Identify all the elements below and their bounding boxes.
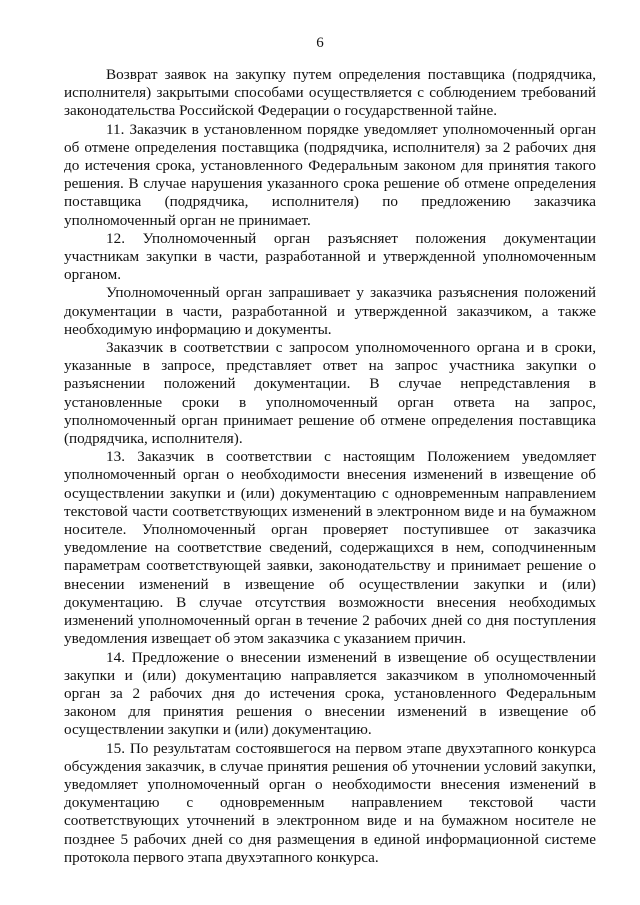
- page-number: 6: [316, 35, 324, 51]
- paragraph-12-request: Уполномоченный орган запрашивает у заказчика разъяснения положений документации в части, разработанной и утвержденной заказчиком, а также необходимую информацию и документы.: [64, 284, 596, 338]
- paragraph-11: 11. Заказчик в установленном порядке уведомляет уполномоченный орган об отмене определения поставщика (подрядчика, исполнителя) за 2 рабочих дня до истечения срока, установленного Федеральным законом для принятия такого решения. В случае нарушения указанного срока решение об отмене определения поставщика (подрядчика, исполнителя) по предложению заказчика уполномоченный орган не принимает.: [64, 120, 596, 229]
- paragraph-12: 12. Уполномоченный орган разъясняет положения документации участникам закупки в части, разработанной и утвержденной уполномоченным органом.: [64, 229, 596, 284]
- document-body: [64, 66, 596, 867]
- paragraph-12-response: Заказчик в соответствии с запросом уполномоченного органа и в сроки, указанные в запросе, представляет ответ на запрос участника закупки о разъяснении положений документации. В случае непредставления в установленные сроки в уполномоченный орган ответа на запрос, уполномоченный орган принимает решение об отмене определения поставщика (подрядчика, исполнителя).: [64, 339, 596, 448]
- paragraph-14: 14. Предложение о внесении изменений в извещение об осуществлении закупки и (или) документацию направляется заказчиком в уполномоченный орган за 2 рабочих дня до истечения срока, установленного Федеральным законом для принятия решения о внесении изменений в извещение об осуществлении закупки и (или) документацию.: [64, 648, 596, 739]
- paragraph-13: 13. Заказчик в соответствии с настоящим Положением уведомляет уполномоченный орган о необходимости внесения изменений в извещение об осуществлении закупки и (или) документацию с одновременным направлением текстовой части соответствующих изменений в электронном виде и на бумажном носителе. Уполномоченный орган проверяет поступившее от заказчика уведомление на соответствие сведений, содержащихся в нем, соподчиненным параметрам соответствующей заявки, законодательству и принимает решение о внесении изменений в извещение об осуществлении закупки и (или) документацию. В случае отсутствия возможности внесения необходимых изменений уполномоченный орган в течение 2 рабочих дней со дня поступления уведомления извещает об этом заказчика с указанием причин.: [64, 448, 596, 648]
- paragraph-15: 15. По результатам состоявшегося на первом этапе двухэтапного конкурса обсуждения заказчик, в случае принятия решения об уточнении условий закупки, уведомляет уполномоченный орган о необходимости внесения изменений в документацию с одновременным направлением текстовой части соответствующих уточнений в электронном виде и на бумажном носителе не позднее 5 рабочих дней со дня размещения в единой информационной системе протокола первого этапа двухэтапного конкурса.: [64, 739, 596, 866]
- paragraph-return-of-applications: Возврат заявок на закупку путем определения поставщика (подрядчика, исполнителя) закрытыми способами осуществляется с соблюдением требований законодательства Российской Федерации о государственной тайне.: [64, 66, 596, 120]
